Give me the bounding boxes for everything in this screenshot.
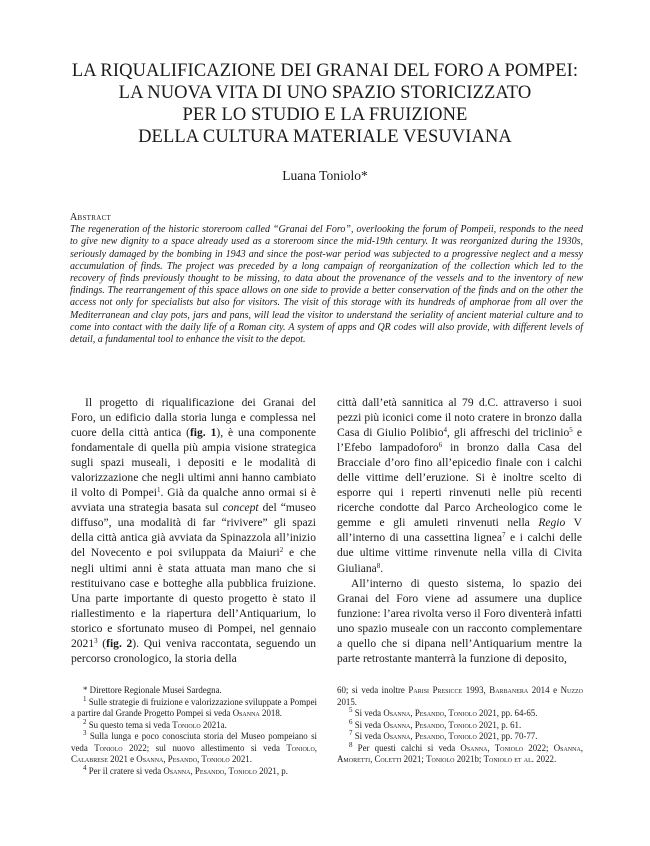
title-line: LA NUOVA VITA DI UNO SPAZIO STORICIZZATO xyxy=(118,83,532,103)
footnote: $^4$ Per il cratere si veda Osanna, Pesando, Toniolo 2021, p. xyxy=(83,763,288,776)
footnote-marker[interactable]: 4 xyxy=(443,426,448,435)
abstract-text: The regeneration of the historic storeroom called “Granai del Foro”, overlooking the forum of Pompeii, responds to the need to give new dignity to a space already used as a storeroom since the mid-19th century. It was reorganized during the 1930s, seriously damaged by the bombing in 1943 and since the post-war period was subjected to a progressive neglect and a messy accumulation of finds. The project was preceded by a long campaign of reorganization of the collection which led to the recovery of finds previously thought to be missing, to data about the provenance of the vessels and to the inventory of new findings. The rearrangement of this space allows on one side to provide a better conservation of the finds and on the other the access not only for specialists but also for visitors. The visit of this storage with its hundreds of amphorae from all over the Mediterranean and clay pots, jars and pans, will lead the visitor to understand the seriality of ancient material culture and to come into contact with the daily life of a Roman city. A system of apps and QR codes will also provide, with different levels of detail, a fundamental tool to enhance the visit to the depot. xyxy=(70,224,583,346)
footnote-marker[interactable]: 2 xyxy=(279,546,284,555)
footnote: $^7$ Si veda Osanna, Pesando, Toniolo 2021, pp. 70-77. xyxy=(349,729,538,741)
footnote: $^6$ Si veda Osanna, Pesando, Toniolo 2021, p. 61. xyxy=(349,717,522,730)
abstract xyxy=(70,212,583,346)
figure-reference[interactable]: fig. 2 xyxy=(106,637,133,650)
footnote: $^1$ Sulle strategie di fruizione e valorizzazione sviluppate a Pompei a partire dal Grande Progetto Pompei si veda Osanna 2018. xyxy=(71,694,317,718)
footnote-marker[interactable]: 3 xyxy=(94,636,98,645)
footnote-marker[interactable]: 7 xyxy=(502,531,506,540)
body-paragraph: All’interno di questo sistema, lo spazio dei Granai del Foro viene ad assumere una duplice funzione: l’area rivolta verso il Foro diventerà infatti uno spazio museale con un racconto complementare a quello che si dipana nell’Antiquarium mentre la parte retrostante manterrà la funzione di deposito, xyxy=(337,577,582,665)
footnote-marker[interactable]: 5 xyxy=(569,426,573,435)
footnote-marker[interactable]: 6 xyxy=(438,441,443,450)
body-paragraph: Il progetto di riqualificazione dei Granai del Foro, un edificio dalla storia lunga e complessa nel cuore della città antica (fig. 1), è una componente fondamentale di quella più ampia visione strategica sugli spazi museali, i depositi e le modalità di valorizzazione che negli ultimi anni hanno cambiato il volto di Pompei$^1$. Già da qualche anno ormai si è avviata una strategia basata sul concept del “museo diffuso”, una modalità di far “rivivere” gli spazi della città antica già avviata da Spinazzola all’inizio del Novecento e poi sviluppata da Maiuri$^2$ e che negli ultimi anni è stata attuata man mano che si restituivano case e botteghe alla pubblica fruizione. Una parte importante di questo progetto è stato il riallestimento e la riapertura dell’Antiquarium, lo storico e sfortunato museo di Pompei, nel gennaio 2021$^3$ (fig. 2). Qui veniva raccontata, seguendo un percorso cronologico, la storia della xyxy=(71,397,317,665)
title-line: LA RIQUALIFICAZIONE DEI GRANAI DEL FORO A POMPEI: xyxy=(71,61,579,81)
footnote-marker[interactable]: 8 xyxy=(376,561,381,570)
article-title xyxy=(40,60,610,148)
abstract-heading: Abstract xyxy=(70,212,112,223)
footnotes-right xyxy=(337,685,583,766)
body-column-left xyxy=(71,396,316,667)
footnote: $^5$ Si veda Osanna, Pesando, Toniolo 2021, pp. 64-65. xyxy=(349,706,538,718)
footnote: * Direttore Regionale Musei Sardegna. xyxy=(83,685,222,695)
title-line: DELLA CULTURA MATERIALE VESUVIANA xyxy=(138,127,512,147)
title-line: PER LO STUDIO E LA FRUIZIONE xyxy=(182,105,468,125)
figure-reference[interactable]: fig. 1 xyxy=(189,427,217,440)
footnote: $^2$ Su questo tema si veda Toniolo 2021a. xyxy=(83,717,227,730)
footnotes-left xyxy=(71,685,317,777)
footnote: 60; si veda inoltre Parisi Presicce 1993, Barbanera 2014 e Nuzzo 2015. xyxy=(337,685,584,707)
footnote: $^3$ Sulla lunga e poco conosciuta storia del Museo pompeiano si veda Toniolo 2022; sul nuovo allestimento si veda Toniolo, Calabrese 2021 e Osanna, Pesando, Toniolo 2021. xyxy=(71,729,318,764)
footnote: $^8$ Per questi calchi si veda Osanna, Toniolo 2022; Osanna, Amoretti, Coletti 2021; Toniolo 2021b; Toniolo et al. 2022. xyxy=(337,740,584,764)
footnote-marker[interactable]: 1 xyxy=(156,486,161,495)
author-name: Luana Toniolo* xyxy=(282,168,368,183)
body-paragraph: città dall’età sannitica al 79 d.C. attraverso i suoi pezzi più iconici come il noto cratere in bronzo dalla Casa di Giulio Polibio$^4$, gli affreschi del triclinio$^5$ e l’Efebo lampadoforo$^6$ in bronzo dalla Casa del Bracciale d’oro fino all’epicedio finale con i calchi delle vittime dell’eruzione. Si è inoltre scelto di esporre qui i reperti rinvenuti nelle più recenti ricerche condotte dal Parco Archeologico come le gemme e gli amuleti rinvenuti nella Regio V all’interno di una cassettina lignea$^7$ e i calchi delle due ultime vittime rinvenute nella villa di Civita Giuliana$^8$. xyxy=(337,397,583,575)
body-column-right xyxy=(337,396,582,667)
